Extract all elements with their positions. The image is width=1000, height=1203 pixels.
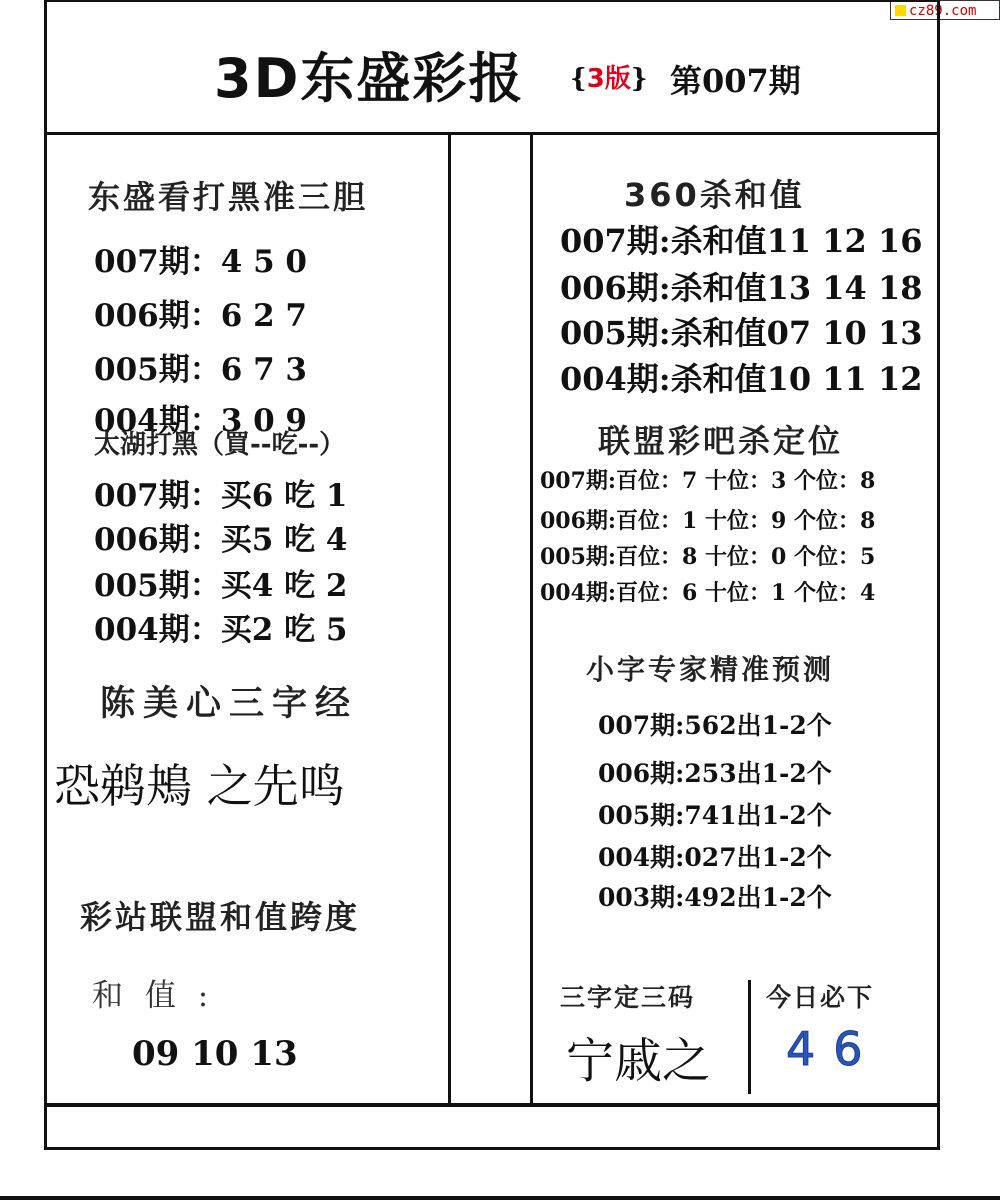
right-section3-row: 007期:562出1-2个 xyxy=(598,711,832,740)
left-section2-title: 太湖打黑（買--吃--） xyxy=(94,430,346,460)
left-section2-row: 004期：买2 吃 5 xyxy=(94,612,348,648)
left-section2-row: 005期：买4 吃 2 xyxy=(94,568,348,604)
right-section1-row: 006期:杀和值13 14 18 xyxy=(560,269,923,307)
right-section3-row: 006期:253出1-2个 xyxy=(598,759,832,788)
page-title: 3D东盛彩报 xyxy=(214,47,525,110)
right-section2-row: 007期:百位：7 十位：3 个位：8 xyxy=(540,468,876,494)
column-divider-right xyxy=(530,135,533,1103)
right-section2-row: 006期:百位：1 十位：9 个位：8 xyxy=(540,508,876,534)
right-section1-row: 007期:杀和值11 12 16 xyxy=(560,222,923,260)
left-section1-row: 004期：3 0 9 xyxy=(94,403,308,439)
right-section2-title: 联盟彩吧杀定位 xyxy=(598,422,844,460)
left-section3-verse: 恐鹈鴂 之先鸣 xyxy=(54,759,345,813)
right-section1-row: 004期:杀和值10 11 12 xyxy=(560,360,923,398)
right-section3-row: 003期:492出1-2个 xyxy=(598,883,832,912)
left-section2-row: 006期：买5 吃 4 xyxy=(94,522,348,558)
left-section1-title: 东盛看打黑准三胆 xyxy=(88,178,369,216)
left-section1-row: 005期：6 7 3 xyxy=(94,352,308,388)
edition-badge xyxy=(570,58,648,95)
left-section2-row: 007期：买6 吃 1 xyxy=(94,478,348,514)
header xyxy=(44,0,940,135)
right-section3-row: 005期:741出1-2个 xyxy=(598,801,832,830)
right-section3-title: 小字专家精准预测 xyxy=(586,653,835,686)
section4-divider xyxy=(748,980,751,1094)
right-section1-row: 005期:杀和值07 10 13 xyxy=(560,314,923,352)
right-section2-row: 004期:百位：6 十位：1 个位：4 xyxy=(540,580,876,606)
footer-divider xyxy=(44,1103,940,1107)
right-section3-row: 004期:027出1-2个 xyxy=(598,843,832,872)
right-section1-title: 360杀和值 xyxy=(624,176,805,214)
column-divider-left xyxy=(448,135,451,1103)
right-section4-title-right: 今日必下 xyxy=(766,983,875,1012)
left-section4-title: 彩站联盟和值跨度 xyxy=(80,898,361,936)
three-char-code: 宁戚之 xyxy=(566,1033,711,1089)
left-section3-title: 陈美心三字经 xyxy=(100,684,359,724)
left-section1-row: 007期：4 5 0 xyxy=(94,244,308,280)
edition-brace-close: } xyxy=(630,64,648,94)
sum-values: 09 10 13 xyxy=(132,1034,298,1074)
edition-number: 3版 xyxy=(586,64,631,94)
left-section1-row: 006期：6 2 7 xyxy=(94,298,308,334)
today-digits: 46 xyxy=(786,1022,881,1076)
sum-label: 和 值 : xyxy=(92,978,215,1014)
issue-number: 第007期 xyxy=(670,62,801,100)
bottom-rule xyxy=(0,1196,1000,1200)
right-section4-title-left: 三字定三码 xyxy=(560,983,696,1012)
watermark-text: cz89.com xyxy=(909,3,977,19)
edition-brace-open: { xyxy=(570,64,587,94)
right-section2-row: 005期:百位：8 十位：0 个位：5 xyxy=(540,544,876,570)
